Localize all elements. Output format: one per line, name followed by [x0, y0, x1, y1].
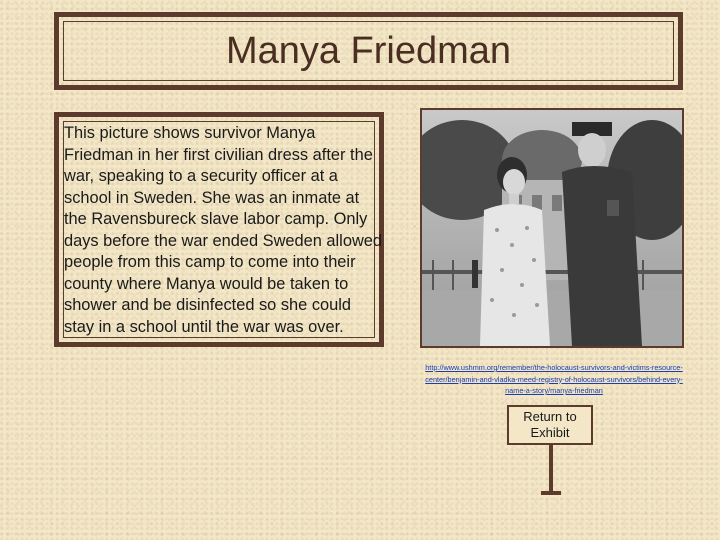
source-link[interactable]: http://www.ushmm.org/remember/the-holocaust-survivors-and-victims-resource-center/benjamin-and-vladka-meed-registry-of-holocaust-survivors/behind-every-name-a-story/manya-friedman: [425, 363, 683, 395]
signpost-base: [541, 491, 561, 495]
return-to-exhibit-button[interactable]: Return to Exhibit: [507, 405, 593, 445]
signpost-pole: [549, 445, 553, 495]
survivor-photo: [420, 108, 684, 348]
page-title: Manya Friedman: [225, 29, 512, 72]
photo-image: [422, 110, 682, 346]
description-text: This picture shows survivor Manya Friedman in her first civilian dress after the war, speaking to a security officer at a school in Sweden. She was an inmate at the Ravensbureck slave labor camp. Only days before the war ended Sweden allowed people from this camp to come into their county where Manya would be taken to shower and be disinfected so she could stay in a school until the war was over.: [64, 124, 383, 336]
title-box: [54, 12, 683, 90]
